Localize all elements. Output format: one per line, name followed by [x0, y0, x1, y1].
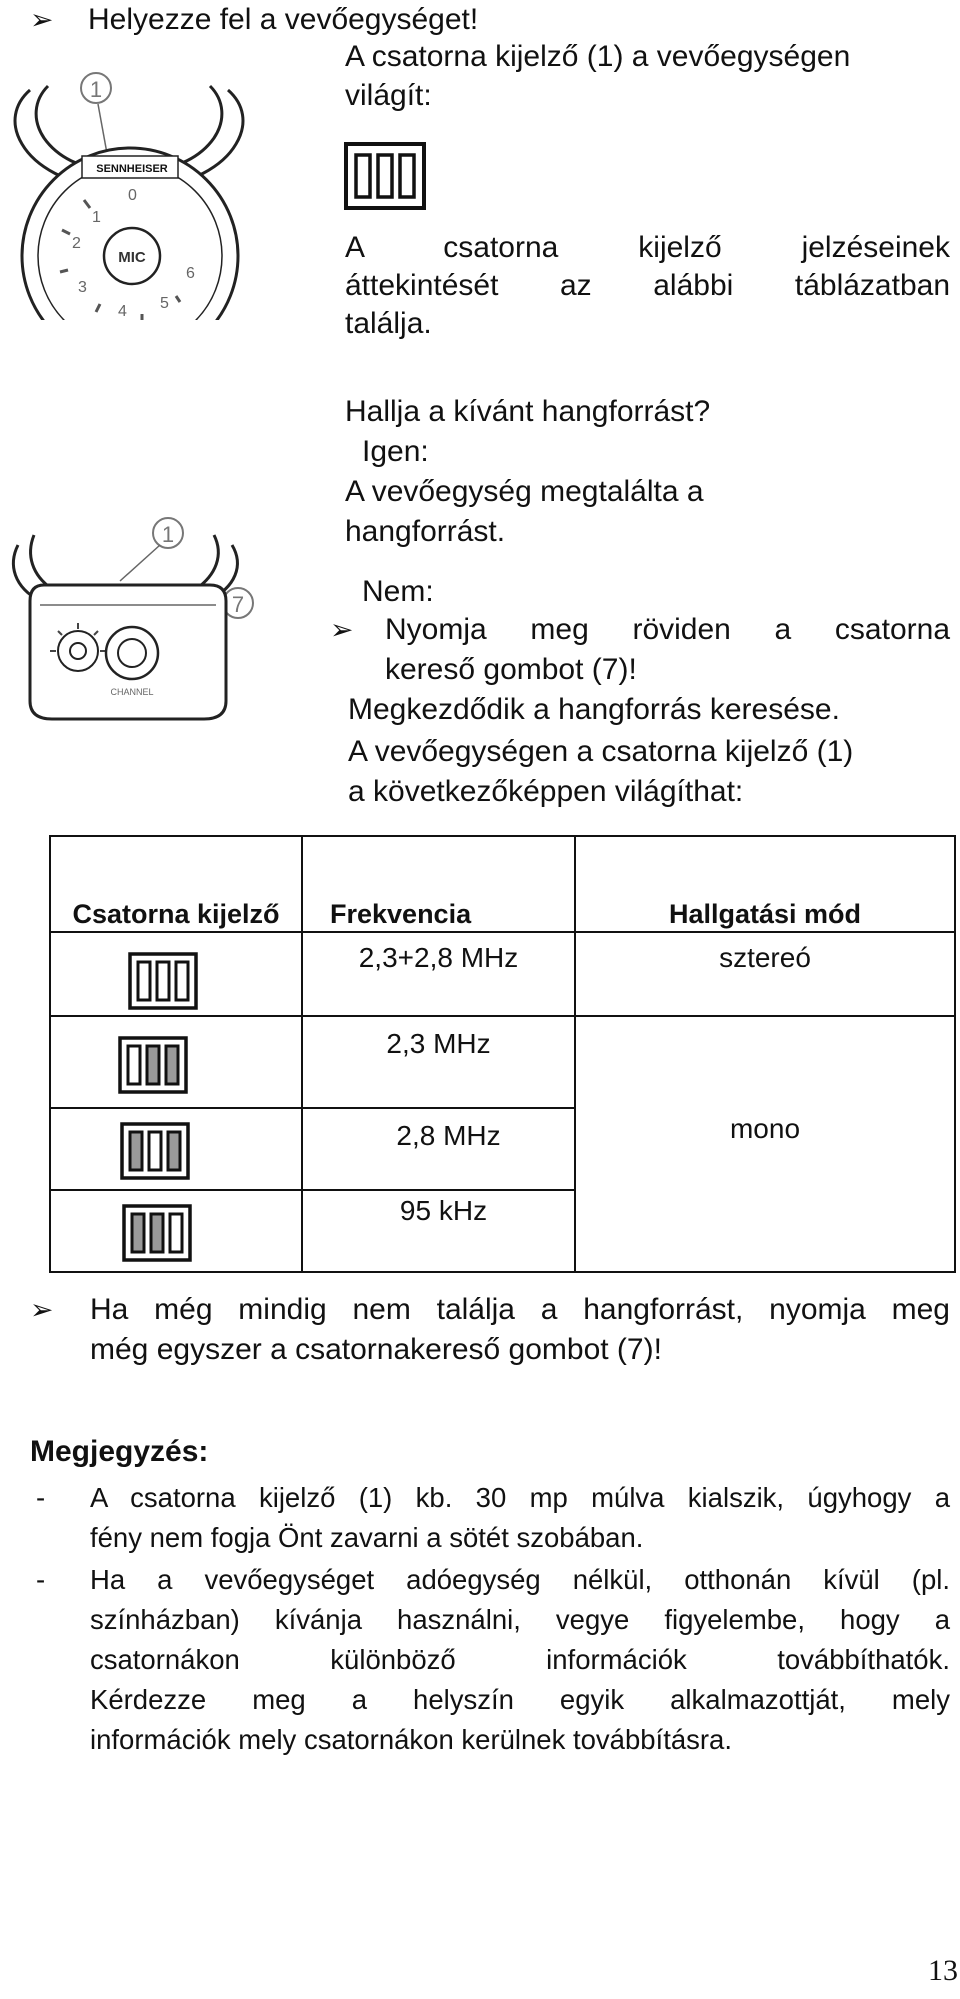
indicator-bar — [151, 1214, 163, 1252]
note-item-2-line-4: Kérdezze meg a helyszín egyik alkalmazottját, mely — [90, 1684, 950, 1715]
indicator-row-icon — [128, 952, 198, 1010]
page-number: 13 — [928, 1954, 958, 1987]
dial-number: 3 — [78, 279, 87, 296]
indicator-line-1: A csatorna kijelző (1) a vevőegységen — [345, 40, 851, 73]
retry-line-2: még egyszer a csatornakereső gombot (7)! — [90, 1333, 662, 1366]
note-item-2-line-5: információk mely csatornákon kerülnek továbbításra. — [90, 1724, 732, 1755]
no-label: Nem: — [362, 575, 434, 608]
indicator-bar — [128, 1046, 140, 1084]
callout-1-label: 1 — [161, 522, 175, 547]
yes-line-1: A vevőegység megtalálta a — [345, 475, 704, 508]
press-line-1: Nyomja meg röviden a csatorna — [385, 613, 950, 646]
indicator-bar — [176, 962, 188, 1000]
indicator-bar — [170, 1214, 182, 1252]
frequency-cell: 2,3 MHz — [386, 1028, 491, 1059]
indicator-bar — [138, 962, 150, 1000]
light-line-2: a következőképpen világíthat: — [348, 775, 744, 808]
dial-number: 6 — [186, 265, 195, 282]
bullet-arrow-icon: ➢ — [30, 4, 54, 35]
indicator-bar — [149, 1132, 161, 1170]
press-line-2: kereső gombot (7)! — [385, 653, 637, 686]
dial-number: 2 — [72, 235, 81, 252]
header-channel-indicator: Csatorna kijelző — [72, 898, 280, 929]
note-item-1-line-1: A csatorna kijelző (1) kb. 30 mp múlva kialszik, úgyhogy a — [90, 1482, 950, 1513]
bullet-arrow-icon: ➢ — [330, 614, 354, 645]
header-listening-mode: Hallgatási mód — [668, 898, 862, 929]
note-dash: - — [36, 1564, 46, 1595]
indicator-bar — [166, 1046, 178, 1084]
note-title: Megjegyzés: — [30, 1435, 209, 1468]
note-item-2-line-3: csatornákon különböző információk továbbíthatók. — [90, 1644, 950, 1675]
note-item-2-line-1: Ha a vevőegységet adóegység nélkül, otthonán kívül (pl. — [90, 1564, 950, 1595]
channel-button-label: CHANNEL — [110, 687, 154, 697]
header-frequency: Frekvencia — [330, 898, 472, 929]
step-text: Helyezze fel a vevőegységet! — [88, 3, 479, 36]
yes-label: Igen: — [362, 435, 429, 468]
indicator-bar — [168, 1132, 180, 1170]
mode-cell: sztereó — [719, 942, 811, 973]
mic-label: MIC — [118, 249, 146, 266]
light-line-1: A vevőegységen a csatorna kijelző (1) — [348, 735, 854, 768]
dial-number: 0 — [128, 187, 137, 204]
indicator-bar — [132, 1214, 144, 1252]
indicator-row-icon — [122, 1204, 192, 1262]
dial-number: 1 — [92, 209, 101, 226]
indicator-row-icon — [120, 1122, 190, 1180]
indicator-row-icon — [118, 1036, 188, 1094]
frequency-cell: 2,8 MHz — [396, 1120, 501, 1151]
frequency-cell: 2,3+2,8 MHz — [358, 942, 519, 973]
frequency-cell: 95 kHz — [399, 1195, 488, 1226]
indicator-bar — [130, 1132, 142, 1170]
dial-number: 4 — [118, 303, 127, 320]
overview-line-3: találja. — [345, 307, 432, 340]
note-item-1-line-2: fény nem fogja Önt zavarni a sötét szobában. — [90, 1522, 644, 1553]
bullet-arrow-icon: ➢ — [30, 1294, 54, 1325]
indicator-bar — [157, 962, 169, 1000]
indicator-line-2: világít: — [345, 79, 432, 112]
question-text: Hallja a kívánt hangforrást? — [345, 395, 711, 428]
overview-line-1: A csatorna kijelző jelzéseinek — [345, 231, 950, 264]
search-start-text: Megkezdődik a hangforrás keresése. — [348, 693, 840, 726]
yes-line-2: hangforrást. — [345, 515, 506, 548]
callout-7-label: 7 — [231, 592, 245, 617]
indicator-bar — [147, 1046, 159, 1084]
mode-cell-mono: mono — [729, 1113, 801, 1144]
note-dash: - — [36, 1482, 46, 1513]
note-item-2-line-2: színházban) kívánja használni, vegye figyelembe, hogy a — [90, 1604, 950, 1635]
overview-line-2: áttekintését az alábbi táblázatban — [345, 269, 950, 302]
brand-label: SENNHEISER — [96, 163, 168, 175]
retry-line-1: Ha még mindig nem találja a hangforrást, nyomja meg — [90, 1293, 950, 1326]
callout-1-label: 1 — [89, 77, 103, 102]
dial-number: 5 — [160, 295, 169, 312]
